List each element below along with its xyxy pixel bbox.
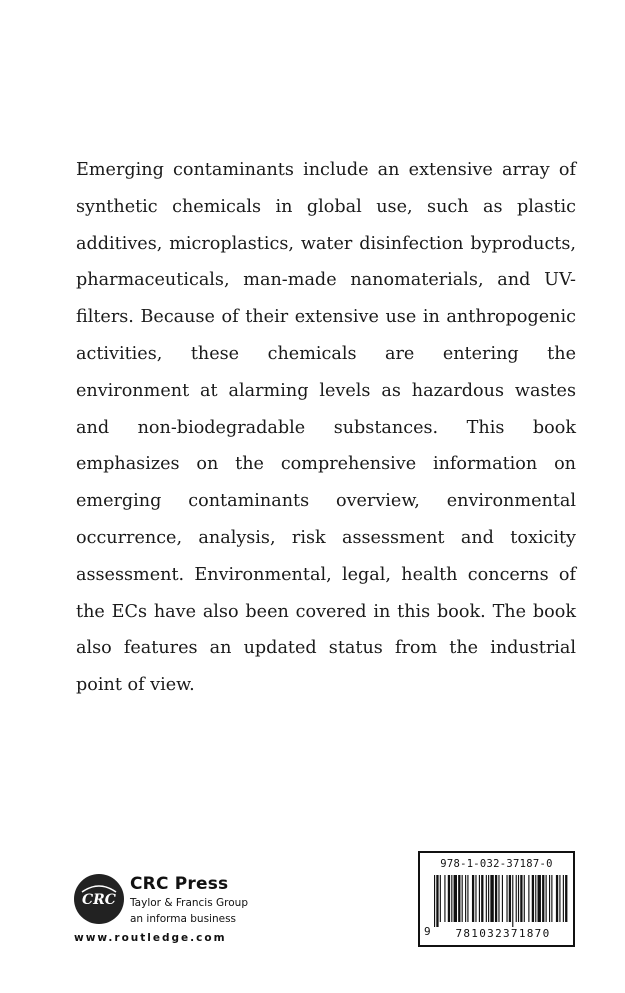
publisher-name: CRC Press <box>130 874 229 894</box>
crc-logo-text: CRC <box>82 892 116 908</box>
barcode-bar <box>434 875 435 927</box>
barcode-bar <box>479 875 480 922</box>
ean-first-digit: 9 <box>424 925 431 938</box>
barcode-bar <box>520 875 522 922</box>
barcode-bar <box>444 875 445 922</box>
barcode-bar <box>549 875 550 922</box>
barcode-bar <box>551 875 552 922</box>
barcode-bar <box>518 875 519 922</box>
barcode-bar <box>535 875 536 922</box>
barcode-bar <box>563 875 564 922</box>
barcode-bar <box>451 875 452 922</box>
barcode-bar <box>559 875 560 922</box>
publisher-group: Taylor & Francis Group <box>130 897 248 909</box>
ean-digits: 781032371870 <box>455 927 551 940</box>
barcode-bars <box>434 875 568 927</box>
barcode-bar <box>495 875 497 922</box>
barcode-bar <box>454 875 457 922</box>
barcode-bar <box>532 875 534 922</box>
barcode-bar <box>472 875 474 922</box>
barcode-bar <box>538 875 541 922</box>
barcode-bar <box>436 875 438 927</box>
barcode-bar <box>506 875 507 922</box>
back-cover-blurb: Emerging contaminants include an extensive array of synthetic chemicals in global use, such as plastic additives, microplastics, water disinfection byproducts, pharmaceuticals, man-made nanomaterials, and UV-filters. Because of their extensive use in anthropogenic activities, these chemicals are entering the environment at alarming levels as hazardous wastes and non-biodegradable substances. This book emphasizes on the comprehensive information on emerging contaminants overview, environmental occurrence, analysis, risk assessment and toxicity assessment. Environmental, legal, health concerns of the ECs have also been covered in this book. The book also features an updated status from the industrial point of view. <box>76 160 576 696</box>
barcode-bar <box>524 875 525 922</box>
barcode-bar <box>440 875 441 922</box>
barcode-bar <box>516 875 517 922</box>
barcode-bar <box>542 875 544 922</box>
barcode-bar <box>490 875 493 922</box>
barcode-bar <box>475 875 476 922</box>
barcode-bar <box>512 875 513 927</box>
barcode-bar <box>556 875 558 922</box>
crc-logo <box>74 874 124 924</box>
barcode-bar <box>486 875 487 922</box>
barcode-bar <box>498 875 499 922</box>
barcode-bar <box>481 875 483 922</box>
publisher-url: www.routledge.com <box>74 932 227 944</box>
isbn-number: 978-1-032-37187-0 <box>440 858 553 870</box>
barcode-bar <box>467 875 468 922</box>
barcode-bar <box>546 875 547 922</box>
barcode-bar <box>458 875 460 922</box>
barcode-bar <box>465 875 466 922</box>
barcode-bar <box>528 875 529 922</box>
isbn-barcode <box>418 851 575 947</box>
barcode-bar <box>509 875 511 922</box>
barcode-bar <box>448 875 450 922</box>
barcode-bar <box>502 875 503 922</box>
barcode-bar <box>565 875 567 922</box>
barcode-bar <box>488 875 489 922</box>
barcode-bar <box>462 875 463 922</box>
publisher-tagline: an informa business <box>130 913 237 925</box>
publisher-block <box>74 870 274 950</box>
